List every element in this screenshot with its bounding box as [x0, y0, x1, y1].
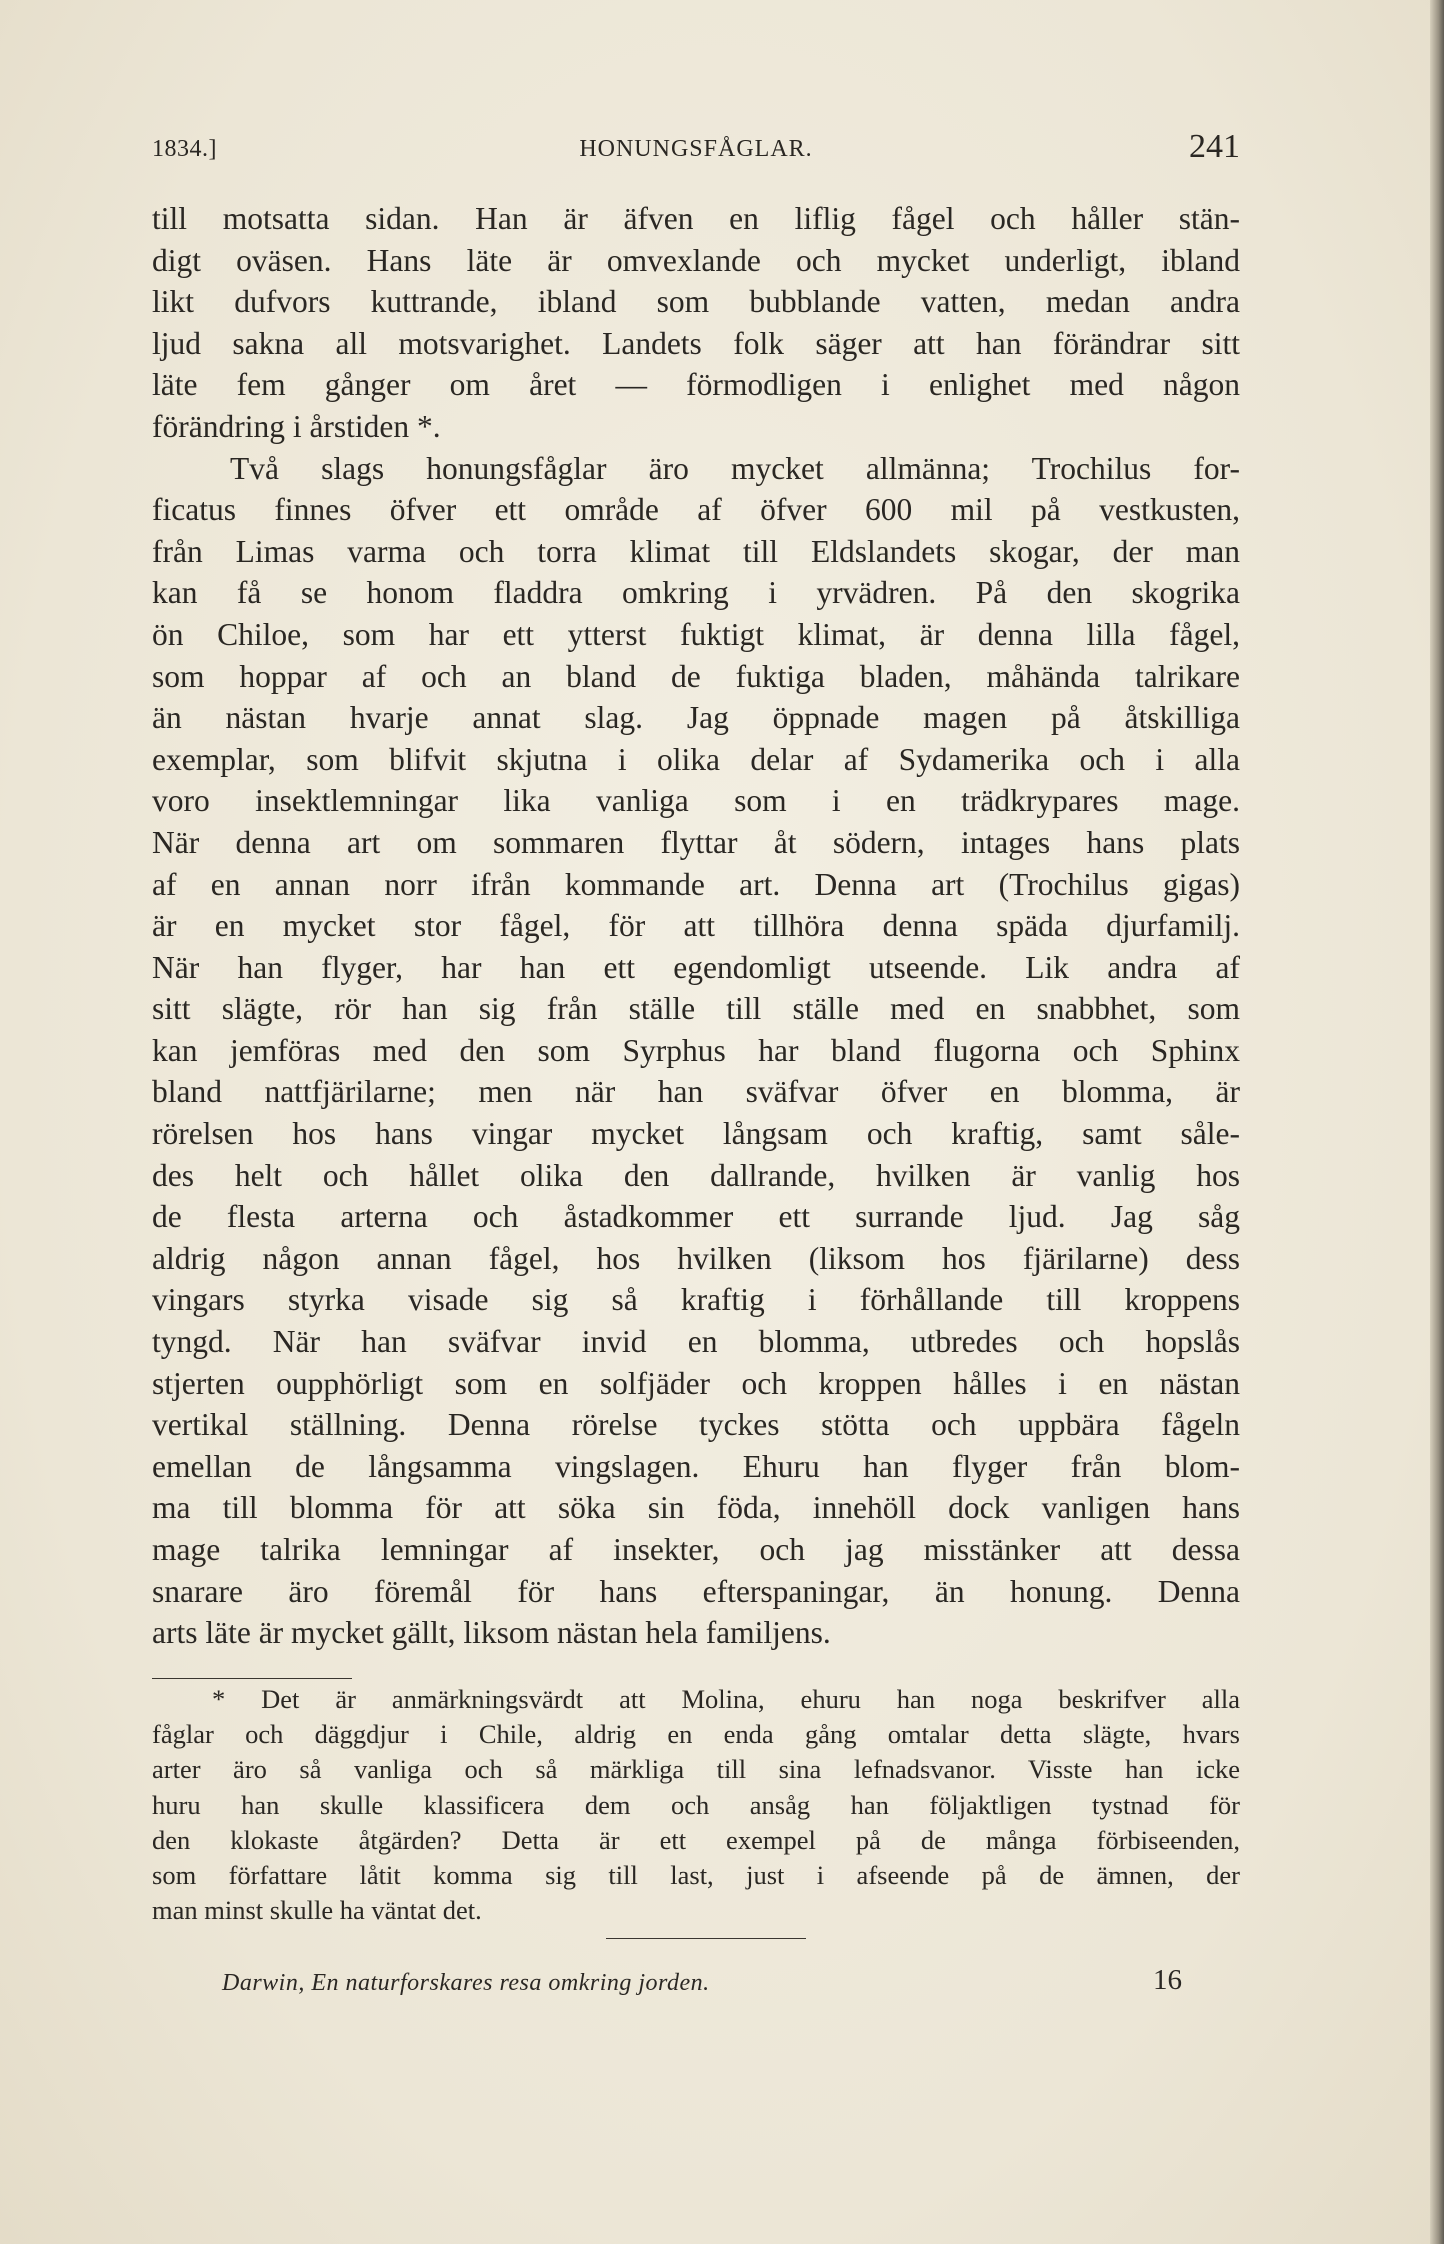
page-footer: [222, 1964, 1182, 2008]
footnote-line: huru han skulle klassificera dem och ansåg han följaktligen tystnad för: [152, 1789, 1240, 1820]
running-header: [152, 128, 1240, 168]
footer-separator: [606, 1938, 806, 1939]
text-line: voro insektlemningar lika vanliga som i en trädkrypares mage.: [152, 783, 1240, 819]
text-line: arts läte är mycket gällt, liksom nästan hela familjens.: [152, 1615, 831, 1651]
text-line: aldrig någon annan fågel, hos hvilken (liksom hos fjärilarne) dess: [152, 1240, 1240, 1276]
text-line: exemplar, som blifvit skjutna i olika delar af Sydamerika och i alla: [152, 741, 1240, 777]
text-line: Två slags honungsfåglar äro mycket allmänna; Trochilus for-: [230, 450, 1240, 486]
footnote-line: den klokaste åtgärden? Detta är ett exempel på de många förbiseenden,: [152, 1824, 1240, 1855]
text-line: likt dufvors kuttrande, ibland som bubblande vatten, medan andra: [152, 284, 1240, 320]
text-line: som hoppar af och an bland de fuktiga bladen, måhända talrikare: [152, 658, 1240, 694]
text-line: de flesta arterna och åstadkommer ett surrande ljud. Jag såg: [152, 1199, 1240, 1235]
main-text: [152, 198, 1240, 1654]
text-line: emellan de långsamma vingslagen. Ehuru han flyger från blom-: [152, 1448, 1240, 1484]
text-line: bland nattfjärilarne; men när han sväfvar öfver en blomma, är: [152, 1074, 1240, 1110]
text-line: af en annan norr ifrån kommande art. Denna art (Trochilus gigas): [152, 866, 1240, 902]
text-line: När han flyger, har han ett egendomligt utseende. Lik andra af: [152, 949, 1240, 985]
text-line: än nästan hvarje annat slag. Jag öppnade magen på åtskilliga: [152, 700, 1240, 736]
footnote-line: man minst skulle ha väntat det.: [152, 1895, 482, 1926]
text-line: kan jemföras med den som Syrphus har bland flugorna och Sphinx: [152, 1032, 1240, 1068]
text-line: från Limas varma och torra klimat till Eldslandets skogar, der man: [152, 533, 1240, 569]
text-line: digt oväsen. Hans läte är omvexlande och mycket underligt, ibland: [152, 242, 1240, 278]
text-line: kan få se honom fladdra omkring i yrvädren. På den skogrika: [152, 575, 1240, 611]
header-year: 1834.]: [152, 136, 217, 162]
text-line: rörelsen hos hans vingar mycket långsam och kraftig, samt såle-: [152, 1116, 1240, 1152]
text-line: vertikal ställning. Denna rörelse tyckes stötta och uppbära fågeln: [152, 1407, 1240, 1443]
footnote-line: som författare låtit komma sig till last, just i afseende på de ämnen, der: [152, 1859, 1240, 1890]
text-line: vingars styrka visade sig så kraftig i förhållande till kroppens: [152, 1282, 1240, 1318]
text-line: När denna art om sommaren flyttar åt södern, intages hans plats: [152, 824, 1240, 860]
text-line: ön Chiloe, som har ett ytterst fuktigt klimat, är denna lilla fågel,: [152, 616, 1240, 652]
footer-source: Darwin, En naturforskares resa omkring jorden.: [222, 1970, 710, 1996]
footnote-separator: [152, 1678, 352, 1679]
signature-mark: 16: [1153, 1964, 1182, 1996]
footnote: [152, 1682, 1240, 1928]
footnote-line: * Det är anmärkningsvärdt att Molina, ehuru han noga beskrifver alla: [212, 1684, 1240, 1714]
text-line: ficatus finnes öfver ett område af öfver 600 mil på vestkusten,: [152, 492, 1240, 528]
text-line: ma till blomma för att söka sin föda, innehöll dock vanligen hans: [152, 1490, 1240, 1526]
text-line: förändring i årstiden *.: [152, 408, 441, 444]
header-title: HONUNGSFÅGLAR.: [579, 136, 813, 162]
page-number: 241: [1189, 128, 1240, 165]
text-line: tyngd. När han sväfvar invid en blomma, utbredes och hopslås: [152, 1324, 1240, 1360]
footnote-line: arter äro så vanliga och så märkliga till sina lefnadsvanor. Visste han icke: [152, 1754, 1240, 1785]
footnote-line: fåglar och däggdjur i Chile, aldrig en enda gång omtalar detta slägte, hvars: [152, 1719, 1240, 1750]
text-line: är en mycket stor fågel, för att tillhöra denna späda djurfamilj.: [152, 908, 1240, 944]
text-line: sitt slägte, rör han sig från ställe till ställe med en snabbhet, som: [152, 991, 1240, 1027]
text-line: ljud sakna all motsvarighet. Landets folk säger att han förändrar sitt: [152, 325, 1240, 361]
text-line: läte fem gånger om året — förmodligen i enlighet med någon: [152, 367, 1240, 403]
text-line: stjerten oupphörligt som en solfjäder och kroppen hålles i en nästan: [152, 1365, 1240, 1401]
text-line: till motsatta sidan. Han är äfven en liflig fågel och håller stän-: [152, 201, 1240, 236]
text-line: des helt och hållet olika den dallrande, hvilken är vanlig hos: [152, 1157, 1240, 1193]
page-edge-shadow: [1430, 0, 1444, 2244]
text-line: mage talrika lemningar af insekter, och jag misstänker att dessa: [152, 1532, 1240, 1567]
text-line: snarare äro föremål för hans efterspaningar, än honung. Denna: [152, 1573, 1240, 1609]
